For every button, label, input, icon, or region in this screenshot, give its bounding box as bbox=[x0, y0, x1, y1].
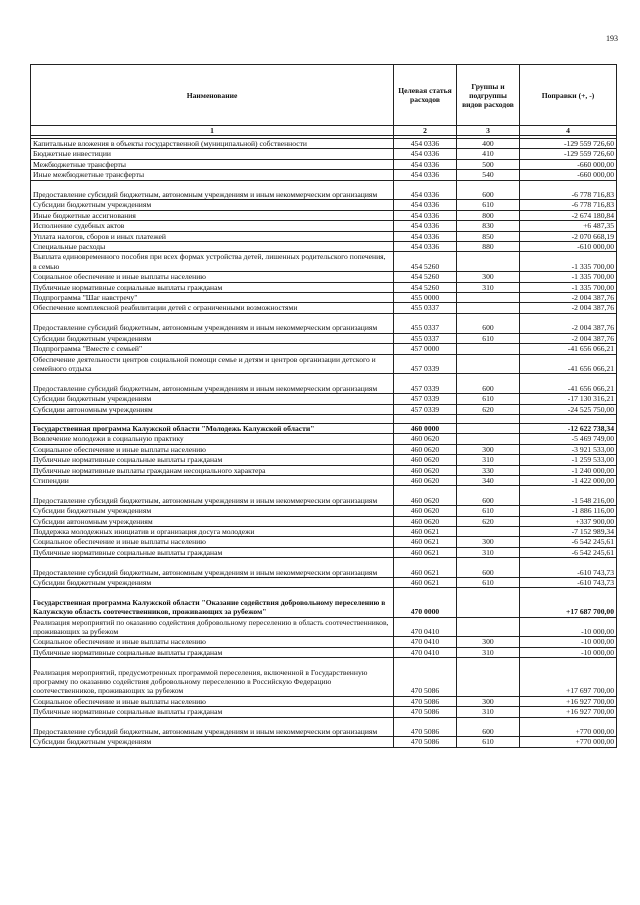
row-name-cell: Публичные нормативные выплаты гражданам несоциального характера bbox=[31, 465, 394, 475]
row-amendment-cell: +16 927 700,00 bbox=[520, 696, 617, 706]
row-expense-group-cell bbox=[457, 526, 520, 536]
row-expense-group-cell: 300 bbox=[457, 537, 520, 547]
row-name-cell: Субсидии бюджетным учреждениям bbox=[31, 577, 394, 587]
table-row bbox=[31, 475, 617, 485]
row-target-article-cell: 470 5086 bbox=[394, 696, 457, 706]
row-target-article-cell: 455 0337 bbox=[394, 303, 457, 313]
row-amendment-cell: -1 240 000,00 bbox=[520, 465, 617, 475]
row-target-article-cell: 454 0336 bbox=[394, 149, 457, 159]
row-name-cell: Субсидии бюджетным учреждениям bbox=[31, 506, 394, 516]
row-expense-group-cell: 600 bbox=[457, 313, 520, 333]
table-row bbox=[31, 252, 617, 272]
row-target-article-cell: 457 0339 bbox=[394, 394, 457, 404]
row-name-cell: Исполнение судебных актов bbox=[31, 221, 394, 231]
row-amendment-cell: -610 000,00 bbox=[520, 242, 617, 252]
table-row bbox=[31, 231, 617, 241]
row-expense-group-cell: 330 bbox=[457, 465, 520, 475]
row-target-article-cell: 454 0336 bbox=[394, 231, 457, 241]
row-target-article-cell: 455 0000 bbox=[394, 293, 457, 303]
row-target-article-cell: 470 0410 bbox=[394, 637, 457, 647]
row-expense-group-cell: 610 bbox=[457, 333, 520, 343]
table-row bbox=[31, 293, 617, 303]
row-target-article-cell: 470 5086 bbox=[394, 707, 457, 717]
row-expense-group-cell: 880 bbox=[457, 242, 520, 252]
header-row bbox=[31, 65, 617, 126]
row-amendment-cell: -2 004 387,76 bbox=[520, 313, 617, 333]
row-amendment-cell: -2 004 387,76 bbox=[520, 303, 617, 313]
row-target-article-cell: 470 5086 bbox=[394, 717, 457, 737]
row-target-article-cell: 454 0336 bbox=[394, 221, 457, 231]
row-amendment-cell: -1 548 216,00 bbox=[520, 486, 617, 506]
row-expense-group-cell: 620 bbox=[457, 404, 520, 414]
table-row bbox=[31, 374, 617, 394]
table-row bbox=[31, 537, 617, 547]
row-expense-group-cell: 610 bbox=[457, 737, 520, 747]
column-number-row bbox=[31, 126, 617, 136]
row-expense-group-cell: 300 bbox=[457, 272, 520, 282]
table-row bbox=[31, 558, 617, 578]
row-expense-group-cell: 830 bbox=[457, 221, 520, 231]
row-amendment-cell: -6 778 716,83 bbox=[520, 200, 617, 210]
row-amendment-cell: -6 778 716,83 bbox=[520, 180, 617, 200]
row-name-cell: Субсидии бюджетным учреждениям bbox=[31, 200, 394, 210]
row-expense-group-cell: 300 bbox=[457, 444, 520, 454]
row-amendment-cell: -24 525 750,00 bbox=[520, 404, 617, 414]
row-name-cell: Уплата налогов, сборов и иных платежей bbox=[31, 231, 394, 241]
table-row bbox=[31, 547, 617, 557]
row-expense-group-cell: 300 bbox=[457, 637, 520, 647]
row-name-cell: Публичные нормативные социальные выплаты гражданам bbox=[31, 707, 394, 717]
col-number-1: 1 bbox=[31, 126, 394, 136]
table-row bbox=[31, 577, 617, 587]
row-amendment-cell: -5 469 749,00 bbox=[520, 434, 617, 444]
col-header-target-article: Целевая статья расходов bbox=[394, 65, 457, 126]
row-name-cell: Публичные нормативные социальные выплаты гражданам bbox=[31, 455, 394, 465]
row-target-article-cell: 460 0620 bbox=[394, 486, 457, 506]
row-name-cell: Социальное обеспечение и иные выплаты населению bbox=[31, 444, 394, 454]
table-row bbox=[31, 465, 617, 475]
row-target-article-cell: 454 0336 bbox=[394, 170, 457, 180]
table-row bbox=[31, 696, 617, 706]
row-name-cell: Предоставление субсидий бюджетным, автономным учреждениям и иным некоммерческим организациям bbox=[31, 374, 394, 394]
row-target-article-cell: 470 5086 bbox=[394, 658, 457, 697]
row-name-cell: Субсидии бюджетным учреждениям bbox=[31, 333, 394, 343]
row-amendment-cell: +16 927 700,00 bbox=[520, 707, 617, 717]
row-target-article-cell: 454 0336 bbox=[394, 242, 457, 252]
col-header-name: Наименование bbox=[31, 65, 394, 126]
row-amendment-cell: +17 687 700,00 bbox=[520, 588, 617, 617]
row-name-cell: Субсидии бюджетным учреждениям bbox=[31, 737, 394, 747]
row-name-cell: Субсидии автономным учреждениям bbox=[31, 516, 394, 526]
row-amendment-cell: -2 004 387,76 bbox=[520, 293, 617, 303]
row-target-article-cell: 455 0337 bbox=[394, 333, 457, 343]
row-name-cell: Публичные нормативные социальные выплаты гражданам bbox=[31, 547, 394, 557]
row-expense-group-cell bbox=[457, 658, 520, 697]
table-row bbox=[31, 210, 617, 220]
row-target-article-cell: 457 0339 bbox=[394, 404, 457, 414]
row-name-cell: Иные бюджетные ассигнования bbox=[31, 210, 394, 220]
row-target-article-cell: 454 0336 bbox=[394, 139, 457, 149]
row-name-cell: Поддержка молодежных инициатив и организация досуга молодежи bbox=[31, 526, 394, 536]
row-name-cell: Субсидии автономным учреждениям bbox=[31, 404, 394, 414]
row-amendment-cell: -660 000,00 bbox=[520, 159, 617, 169]
table-header bbox=[31, 65, 617, 139]
row-amendment-cell: -1 422 000,00 bbox=[520, 475, 617, 485]
row-target-article-cell: 470 0410 bbox=[394, 617, 457, 637]
row-target-article-cell: 460 0621 bbox=[394, 547, 457, 557]
row-expense-group-cell: 620 bbox=[457, 516, 520, 526]
table-row bbox=[31, 404, 617, 414]
row-name-cell: Реализация мероприятий, предусмотренных программой переселения, включенной в Государственную программу по оказанию содействия добровольному переселению в Российскую Федерацию соотечественников, проживающих за рубежом bbox=[31, 658, 394, 697]
row-amendment-cell: +17 697 700,00 bbox=[520, 658, 617, 697]
table-row bbox=[31, 221, 617, 231]
table-row bbox=[31, 434, 617, 444]
row-target-article-cell: 455 0337 bbox=[394, 313, 457, 333]
row-expense-group-cell: 310 bbox=[457, 707, 520, 717]
row-name-cell: Обеспечение деятельности центров социальной помощи семье и детям и центров организации детского и семейного отдыха bbox=[31, 354, 394, 374]
row-expense-group-cell: 500 bbox=[457, 159, 520, 169]
row-amendment-cell: -41 656 066,21 bbox=[520, 354, 617, 374]
row-expense-group-cell bbox=[457, 423, 520, 433]
table-row bbox=[31, 180, 617, 200]
budget-table bbox=[30, 64, 617, 748]
table-row bbox=[31, 707, 617, 717]
row-amendment-cell: -12 622 738,34 bbox=[520, 423, 617, 433]
row-expense-group-cell: 400 bbox=[457, 139, 520, 149]
row-expense-group-cell bbox=[457, 588, 520, 617]
row-target-article-cell: 460 0621 bbox=[394, 577, 457, 587]
row-amendment-cell: -1 259 533,00 bbox=[520, 455, 617, 465]
table-row bbox=[31, 333, 617, 343]
row-target-article-cell: 460 0000 bbox=[394, 423, 457, 433]
table-row bbox=[31, 486, 617, 506]
row-amendment-cell: -3 921 533,00 bbox=[520, 444, 617, 454]
row-expense-group-cell: 410 bbox=[457, 149, 520, 159]
row-name-cell: Публичные нормативные социальные выплаты гражданам bbox=[31, 282, 394, 292]
table-row bbox=[31, 444, 617, 454]
row-name-cell: Реализация мероприятий по оказанию содействия добровольному переселению в область соотечественников, проживающих за рубежом bbox=[31, 617, 394, 637]
table-row bbox=[31, 170, 617, 180]
row-name-cell: Предоставление субсидий бюджетным, автономным учреждениям и иным некоммерческим организациям bbox=[31, 180, 394, 200]
table-row bbox=[31, 272, 617, 282]
row-target-article-cell: 457 0339 bbox=[394, 374, 457, 394]
row-expense-group-cell: 540 bbox=[457, 170, 520, 180]
row-target-article-cell: 454 0336 bbox=[394, 180, 457, 200]
row-amendment-cell: -129 559 726,60 bbox=[520, 139, 617, 149]
row-amendment-cell: -10 000,00 bbox=[520, 617, 617, 637]
row-amendment-cell: -1 335 700,00 bbox=[520, 282, 617, 292]
table-row bbox=[31, 737, 617, 747]
col-number-4: 4 bbox=[520, 126, 617, 136]
row-target-article-cell: 454 0336 bbox=[394, 159, 457, 169]
row-amendment-cell: +6 487,35 bbox=[520, 221, 617, 231]
row-name-cell: Обеспечение комплексной реабилитации детей с ограниченными возможностями bbox=[31, 303, 394, 313]
row-name-cell: Капитальные вложения в объекты государственной (муниципальной) собственности bbox=[31, 139, 394, 149]
table-row bbox=[31, 149, 617, 159]
row-amendment-cell: -129 559 726,60 bbox=[520, 149, 617, 159]
row-expense-group-cell: 310 bbox=[457, 455, 520, 465]
table-row bbox=[31, 658, 617, 697]
row-expense-group-cell: 600 bbox=[457, 558, 520, 578]
col-header-amendments: Поправки (+, -) bbox=[520, 65, 617, 126]
row-target-article-cell: 454 0336 bbox=[394, 200, 457, 210]
row-amendment-cell: -10 000,00 bbox=[520, 637, 617, 647]
row-target-article-cell: 457 0339 bbox=[394, 354, 457, 374]
row-expense-group-cell bbox=[457, 354, 520, 374]
table-row bbox=[31, 344, 617, 354]
row-name-cell: Предоставление субсидий бюджетным, автономным учреждениям и иным некоммерческим организациям bbox=[31, 313, 394, 333]
row-expense-group-cell bbox=[457, 293, 520, 303]
row-amendment-cell: -41 656 066,21 bbox=[520, 344, 617, 354]
row-amendment-cell: +337 900,00 bbox=[520, 516, 617, 526]
row-name-cell: Вовлечение молодежи в социальную практику bbox=[31, 434, 394, 444]
row-target-article-cell: 460 0620 bbox=[394, 444, 457, 454]
row-expense-group-cell: 310 bbox=[457, 282, 520, 292]
row-target-article-cell: 460 0621 bbox=[394, 537, 457, 547]
row-target-article-cell: 470 0000 bbox=[394, 588, 457, 617]
col-header-expense-groups: Группы и подгруппы видов расходов bbox=[457, 65, 520, 126]
row-expense-group-cell: 600 bbox=[457, 180, 520, 200]
table-row bbox=[31, 526, 617, 536]
row-target-article-cell: 460 0621 bbox=[394, 526, 457, 536]
row-name-cell: Социальное обеспечение и иные выплаты населению bbox=[31, 537, 394, 547]
row-name-cell: Специальные расходы bbox=[31, 242, 394, 252]
row-amendment-cell: -660 000,00 bbox=[520, 170, 617, 180]
row-target-article-cell: 460 0620 bbox=[394, 475, 457, 485]
row-amendment-cell: -1 886 116,00 bbox=[520, 506, 617, 516]
col-number-2: 2 bbox=[394, 126, 457, 136]
row-target-article-cell: 460 0620 bbox=[394, 516, 457, 526]
row-name-cell: Предоставление субсидий бюджетным, автономным учреждениям и иным некоммерческим организациям bbox=[31, 486, 394, 506]
row-expense-group-cell: 600 bbox=[457, 486, 520, 506]
row-amendment-cell: -2 674 180,84 bbox=[520, 210, 617, 220]
row-target-article-cell: 470 5086 bbox=[394, 737, 457, 747]
row-expense-group-cell: 800 bbox=[457, 210, 520, 220]
row-name-cell: Государственная программа Калужской области "Молодежь Калужской области" bbox=[31, 423, 394, 433]
row-expense-group-cell: 610 bbox=[457, 577, 520, 587]
row-name-cell: Подпрограмма "Вместе с семьей" bbox=[31, 344, 394, 354]
table-row bbox=[31, 200, 617, 210]
table-row bbox=[31, 423, 617, 433]
table-row bbox=[31, 617, 617, 637]
row-expense-group-cell: 300 bbox=[457, 696, 520, 706]
table-row bbox=[31, 282, 617, 292]
row-expense-group-cell: 310 bbox=[457, 547, 520, 557]
row-name-cell: Социальное обеспечение и иные выплаты населению bbox=[31, 637, 394, 647]
row-amendment-cell: -41 656 066,21 bbox=[520, 374, 617, 394]
row-amendment-cell: -6 542 245,61 bbox=[520, 537, 617, 547]
row-name-cell: Субсидии бюджетным учреждениям bbox=[31, 394, 394, 404]
row-amendment-cell: -1 335 700,00 bbox=[520, 252, 617, 272]
table-row bbox=[31, 354, 617, 374]
row-amendment-cell: +770 000,00 bbox=[520, 717, 617, 737]
row-expense-group-cell: 610 bbox=[457, 394, 520, 404]
table-row bbox=[31, 313, 617, 333]
row-name-cell: Предоставление субсидий бюджетным, автономным учреждениям и иным некоммерческим организациям bbox=[31, 717, 394, 737]
row-target-article-cell: 454 0336 bbox=[394, 210, 457, 220]
row-amendment-cell: -7 152 989,34 bbox=[520, 526, 617, 536]
row-expense-group-cell: 610 bbox=[457, 200, 520, 210]
row-name-cell: Стипендии bbox=[31, 475, 394, 485]
row-expense-group-cell: 850 bbox=[457, 231, 520, 241]
row-amendment-cell: -10 000,00 bbox=[520, 647, 617, 657]
row-target-article-cell: 470 0410 bbox=[394, 647, 457, 657]
row-name-cell: Выплата единовременного пособия при всех формах устройства детей, лишенных родительского попечения, в семью bbox=[31, 252, 394, 272]
row-name-cell: Публичные нормативные социальные выплаты гражданам bbox=[31, 647, 394, 657]
page-number: 193 bbox=[606, 34, 618, 43]
row-expense-group-cell bbox=[457, 252, 520, 272]
row-name-cell: Социальное обеспечение и иные выплаты населению bbox=[31, 696, 394, 706]
row-target-article-cell: 460 0620 bbox=[394, 506, 457, 516]
table-row bbox=[31, 159, 617, 169]
table-row bbox=[31, 516, 617, 526]
row-expense-group-cell bbox=[457, 434, 520, 444]
spacer-row bbox=[31, 414, 617, 423]
table-row bbox=[31, 717, 617, 737]
row-amendment-cell: -17 130 316,21 bbox=[520, 394, 617, 404]
table-row bbox=[31, 139, 617, 149]
row-name-cell: Предоставление субсидий бюджетным, автономным учреждениям и иным некоммерческим организациям bbox=[31, 558, 394, 578]
row-expense-group-cell bbox=[457, 303, 520, 313]
row-target-article-cell: 454 5260 bbox=[394, 252, 457, 272]
row-amendment-cell: -2 004 387,76 bbox=[520, 333, 617, 343]
table-row bbox=[31, 506, 617, 516]
row-amendment-cell: -1 335 700,00 bbox=[520, 272, 617, 282]
row-target-article-cell: 460 0621 bbox=[394, 558, 457, 578]
row-expense-group-cell: 310 bbox=[457, 647, 520, 657]
row-expense-group-cell bbox=[457, 344, 520, 354]
table-row bbox=[31, 303, 617, 313]
row-name-cell: Государственная программа Калужской области "Оказание содействия добровольному переселению в Калужскую область соотечественников, проживающих за рубежом" bbox=[31, 588, 394, 617]
row-expense-group-cell: 610 bbox=[457, 506, 520, 516]
table-row bbox=[31, 637, 617, 647]
table-row bbox=[31, 242, 617, 252]
table-row bbox=[31, 394, 617, 404]
row-target-article-cell: 457 0000 bbox=[394, 344, 457, 354]
row-expense-group-cell: 600 bbox=[457, 374, 520, 394]
row-target-article-cell: 460 0620 bbox=[394, 434, 457, 444]
row-amendment-cell: -610 743,73 bbox=[520, 558, 617, 578]
row-expense-group-cell bbox=[457, 617, 520, 637]
row-name-cell: Социальное обеспечение и иные выплаты населению bbox=[31, 272, 394, 282]
table-body bbox=[31, 139, 617, 748]
row-amendment-cell: +770 000,00 bbox=[520, 737, 617, 747]
row-target-article-cell: 460 0620 bbox=[394, 465, 457, 475]
row-target-article-cell: 454 5260 bbox=[394, 272, 457, 282]
col-number-3: 3 bbox=[457, 126, 520, 136]
row-target-article-cell: 454 5260 bbox=[394, 282, 457, 292]
row-amendment-cell: -2 070 668,19 bbox=[520, 231, 617, 241]
table-row bbox=[31, 647, 617, 657]
table-row bbox=[31, 588, 617, 617]
row-target-article-cell: 460 0620 bbox=[394, 455, 457, 465]
row-name-cell: Иные межбюджетные трансферты bbox=[31, 170, 394, 180]
row-name-cell: Межбюджетные трансферты bbox=[31, 159, 394, 169]
table-row bbox=[31, 455, 617, 465]
row-amendment-cell: -6 542 245,61 bbox=[520, 547, 617, 557]
row-amendment-cell: -610 743,73 bbox=[520, 577, 617, 587]
row-name-cell: Подпрограмма "Шаг навстречу" bbox=[31, 293, 394, 303]
row-expense-group-cell: 600 bbox=[457, 717, 520, 737]
row-expense-group-cell: 340 bbox=[457, 475, 520, 485]
row-name-cell: Бюджетные инвестиции bbox=[31, 149, 394, 159]
